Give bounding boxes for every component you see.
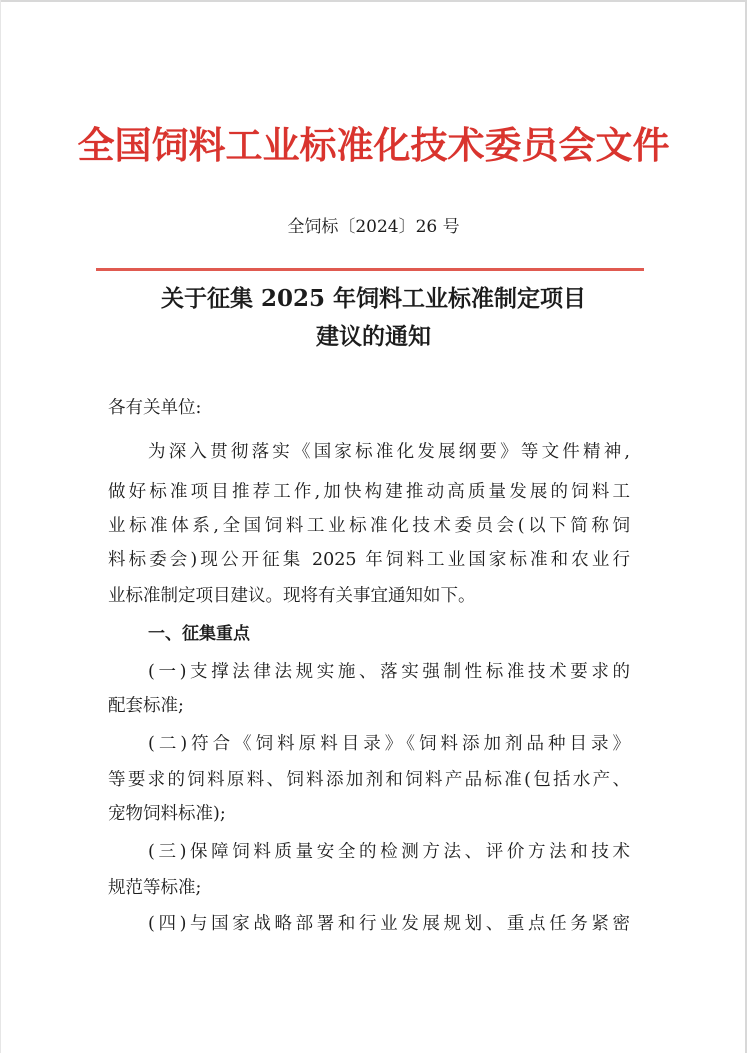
list-item-3-line: 规范等标准; [108, 878, 202, 898]
salutation: 各有关单位: [108, 398, 202, 418]
intro-line: 业标准体系,全国饲料工业标准化技术委员会(以下简称饲 [108, 516, 630, 536]
intro-line: 为深入贯彻落实《国家标准化发展纲要》等文件精神, [148, 442, 630, 462]
list-item-1-line: (一)支撑法律法规实施、落实强制性标准技术要求的 [148, 662, 630, 682]
list-item-2-line: 等要求的饲料原料、饲料添加剂和饲料产品标准(包括水产、 [108, 770, 630, 790]
scan-edge-top [0, 0, 747, 2]
list-item-2-line: 宠物饲料标准); [108, 804, 226, 824]
list-item-3-line: (三)保障饲料质量安全的检测方法、评价方法和技术 [148, 842, 630, 862]
intro-line: 做好标准项目推荐工作,加快构建推动高质量发展的饲料工 [108, 482, 630, 502]
notice-title-line-2: 建议的通知 [316, 323, 431, 350]
list-item-4-line: (四)与国家战略部署和行业发展规划、重点任务紧密 [148, 914, 630, 934]
list-item-1-line: 配套标准; [108, 696, 184, 716]
list-item-2-line: (二)符合《饲料原料目录》《饲料添加剂品种目录》 [148, 734, 630, 754]
intro-line: 业标准制定项目建议。现将有关事宜通知如下。 [108, 586, 476, 606]
red-rule-divider [96, 268, 644, 271]
org-title: 全国饲料工业标准化技术委员会文件 [77, 123, 670, 167]
doc-number: 全饲标〔2024〕26 号 [287, 217, 460, 237]
intro-line: 料标委会)现公开征集 2025 年饲料工业国家标准和农业行 [108, 550, 630, 570]
section-heading: 一、征集重点 [148, 624, 250, 644]
notice-title-line-1: 关于征集 2025 年饲料工业标准制定项目 [160, 285, 587, 312]
